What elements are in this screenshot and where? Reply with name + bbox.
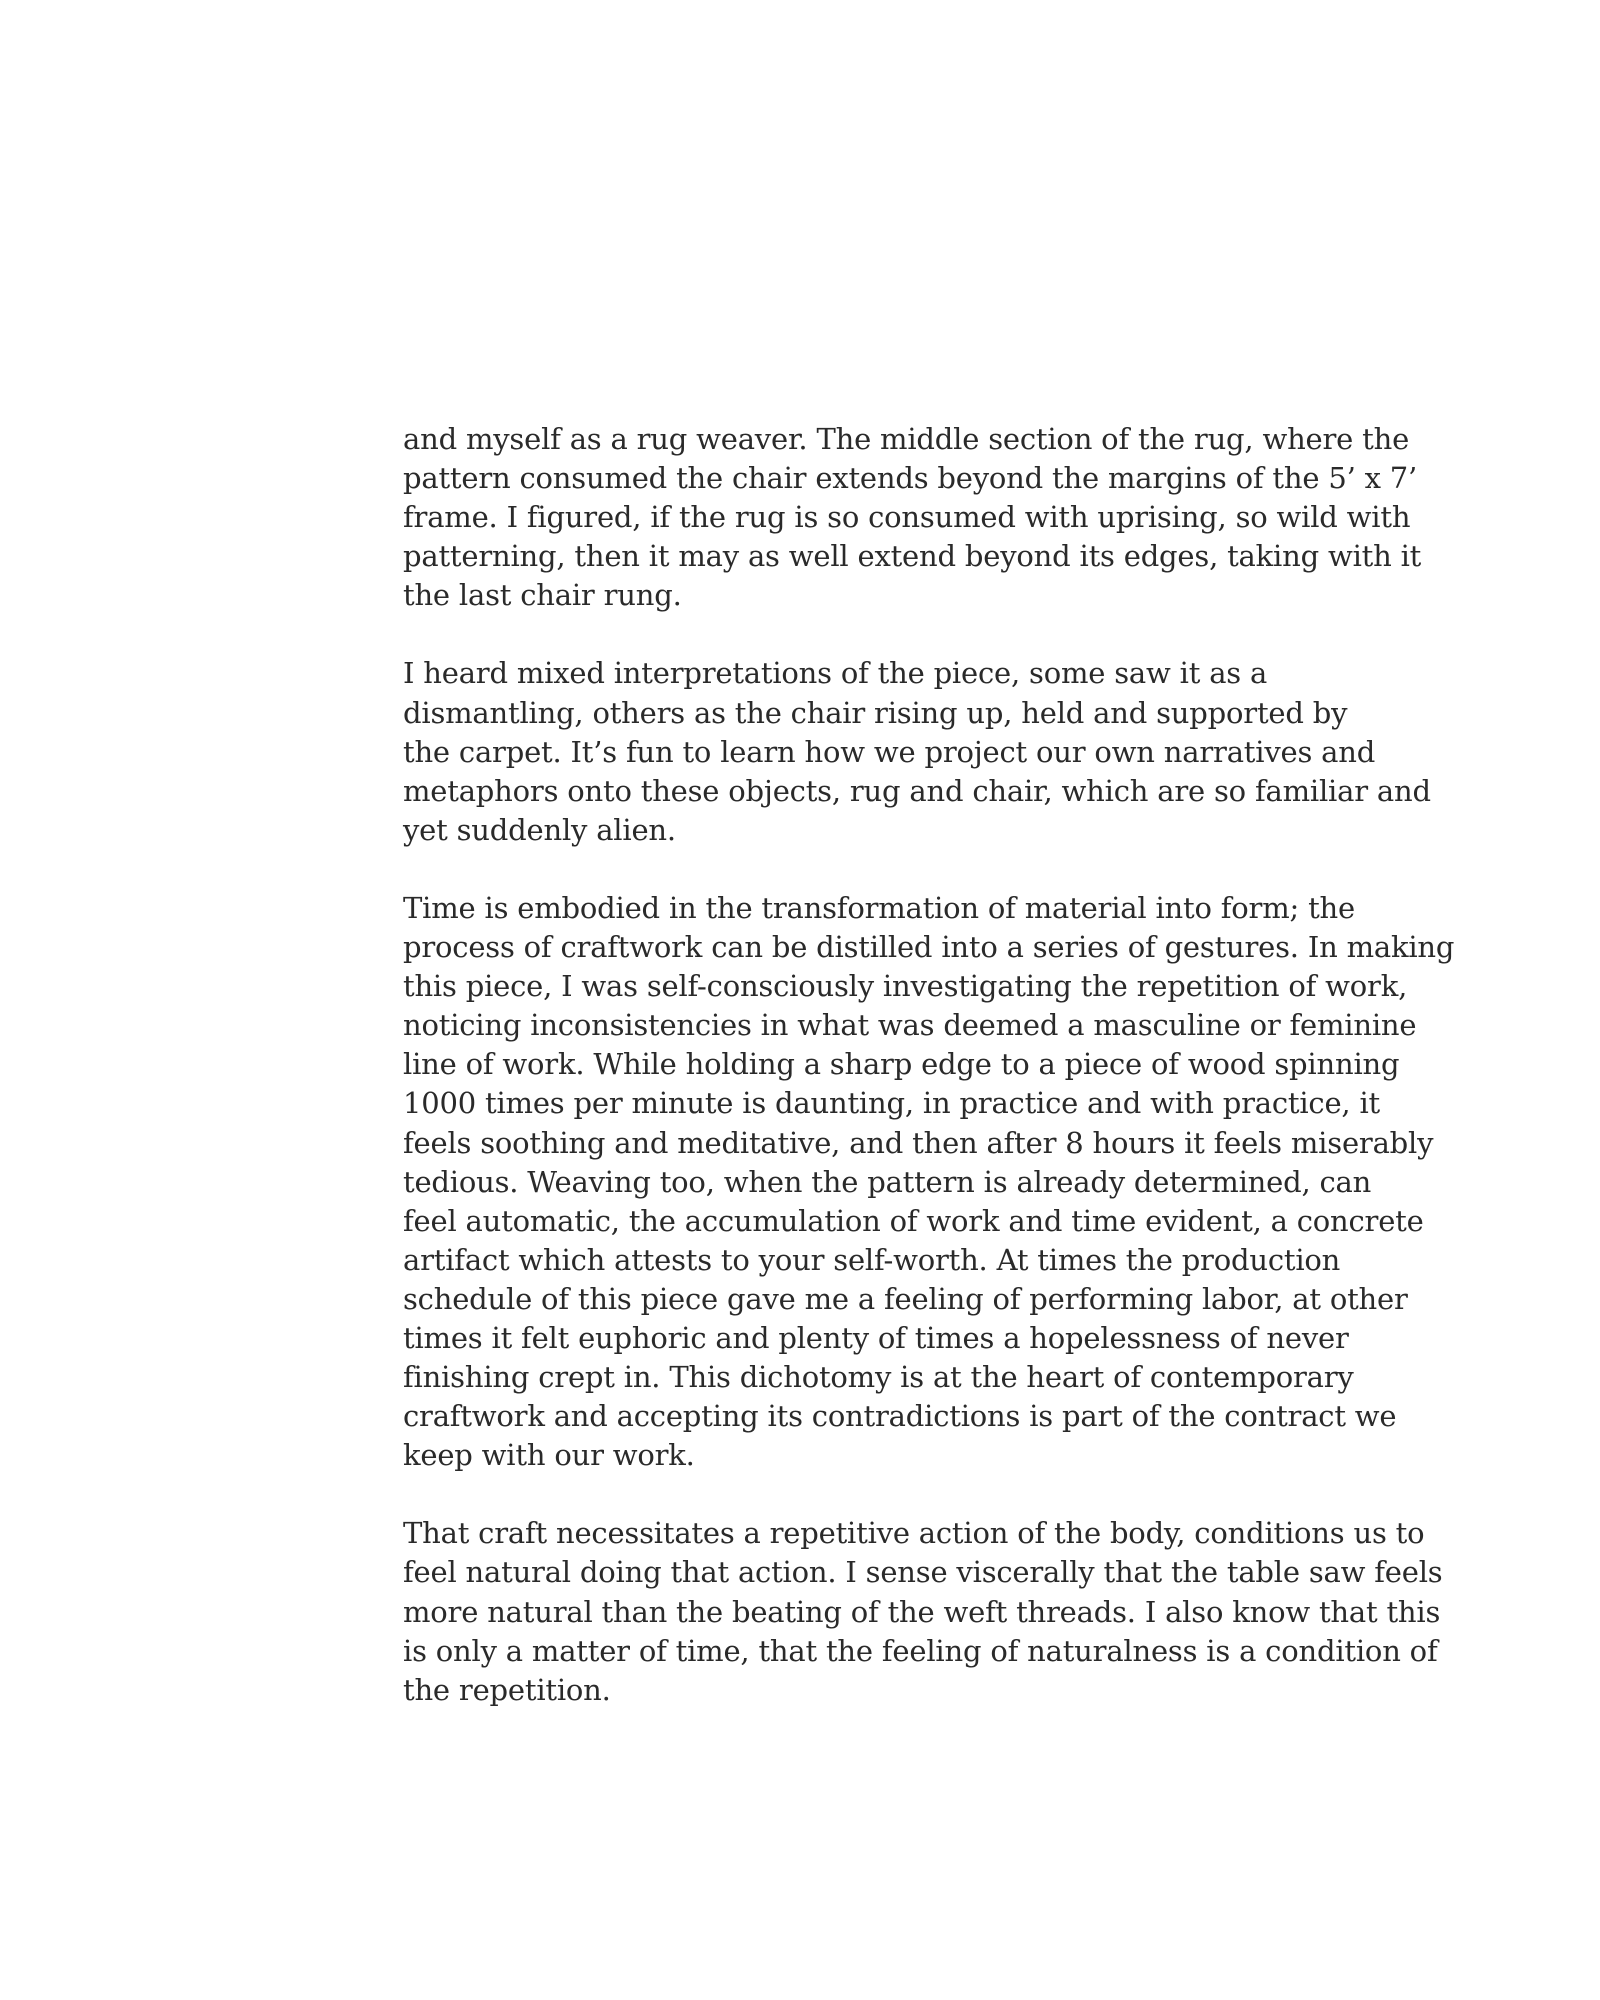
text-line: metaphors onto these objects, rug and chair, which are so familiar and: [403, 773, 1431, 808]
paragraph-4: [403, 1514, 1443, 1709]
text-line: That craft necessitates a repetitive action of the body, conditions us to: [403, 1516, 1425, 1551]
text-line: keep with our work.: [403, 1438, 695, 1473]
text-line: the repetition.: [403, 1672, 611, 1707]
text-line: process of craftwork can be distilled into a series of gestures. In making: [403, 930, 1455, 965]
text-line: times it felt euphoric and plenty of times a hopelessness of never: [403, 1320, 1349, 1355]
paragraph-3: [403, 889, 1455, 1475]
text-line: line of work. While holding a sharp edge to a piece of wood spinning: [403, 1047, 1400, 1082]
text-line: yet suddenly alien.: [403, 812, 676, 847]
text-line: schedule of this piece gave me a feeling of performing labor, at other: [403, 1281, 1408, 1316]
text-line: patterning, then it may as well extend beyond its edges, taking with it: [403, 539, 1422, 574]
text-line: Time is embodied in the transformation of material into form; the: [403, 890, 1355, 925]
text-line: finishing crept in. This dichotomy is at the heart of contemporary: [403, 1360, 1354, 1395]
text-line: is only a matter of time, that the feeling of naturalness is a condition of: [403, 1633, 1438, 1668]
text-line: and myself as a rug weaver. The middle section of the rug, where the: [403, 422, 1410, 456]
text-line: more natural than the beating of the weft threads. I also know that this: [403, 1594, 1441, 1629]
text-line: pattern consumed the chair extends beyond the margins of the 5’ x 7’: [403, 461, 1418, 496]
text-line: craftwork and accepting its contradictions is part of the contract we: [403, 1399, 1397, 1434]
text-line: artifact which attests to your self-worth. At times the production: [403, 1242, 1341, 1277]
text-line: feel automatic, the accumulation of work and time evident, a concrete: [403, 1203, 1424, 1238]
text-line: the last chair rung.: [403, 578, 682, 613]
text-line: 1000 times per minute is daunting, in practice and with practice, it: [403, 1086, 1381, 1121]
text-line: tedious. Weaving too, when the pattern is already determined, can: [403, 1164, 1372, 1199]
text-line: the carpet. It’s fun to learn how we project our own narratives and: [403, 734, 1376, 769]
text-line: frame. I figured, if the rug is so consumed with uprising, so wild with: [403, 500, 1411, 535]
paragraph-1: [403, 420, 1422, 615]
text-line: this piece, I was self-consciously investigating the repetition of work,: [403, 969, 1408, 1004]
text-line: dismantling, others as the chair rising up, held and supported by: [403, 695, 1348, 730]
text-line: feel natural doing that action. I sense viscerally that the table saw feels: [403, 1555, 1443, 1590]
text-line: I heard mixed interpretations of the piece, some saw it as a: [403, 656, 1268, 691]
body-text: [403, 420, 1455, 1749]
paragraph-2: [403, 654, 1431, 849]
text-line: feels soothing and meditative, and then after 8 hours it feels miserably: [403, 1125, 1434, 1160]
text-line: noticing inconsistencies in what was deemed a masculine or feminine: [403, 1008, 1417, 1043]
